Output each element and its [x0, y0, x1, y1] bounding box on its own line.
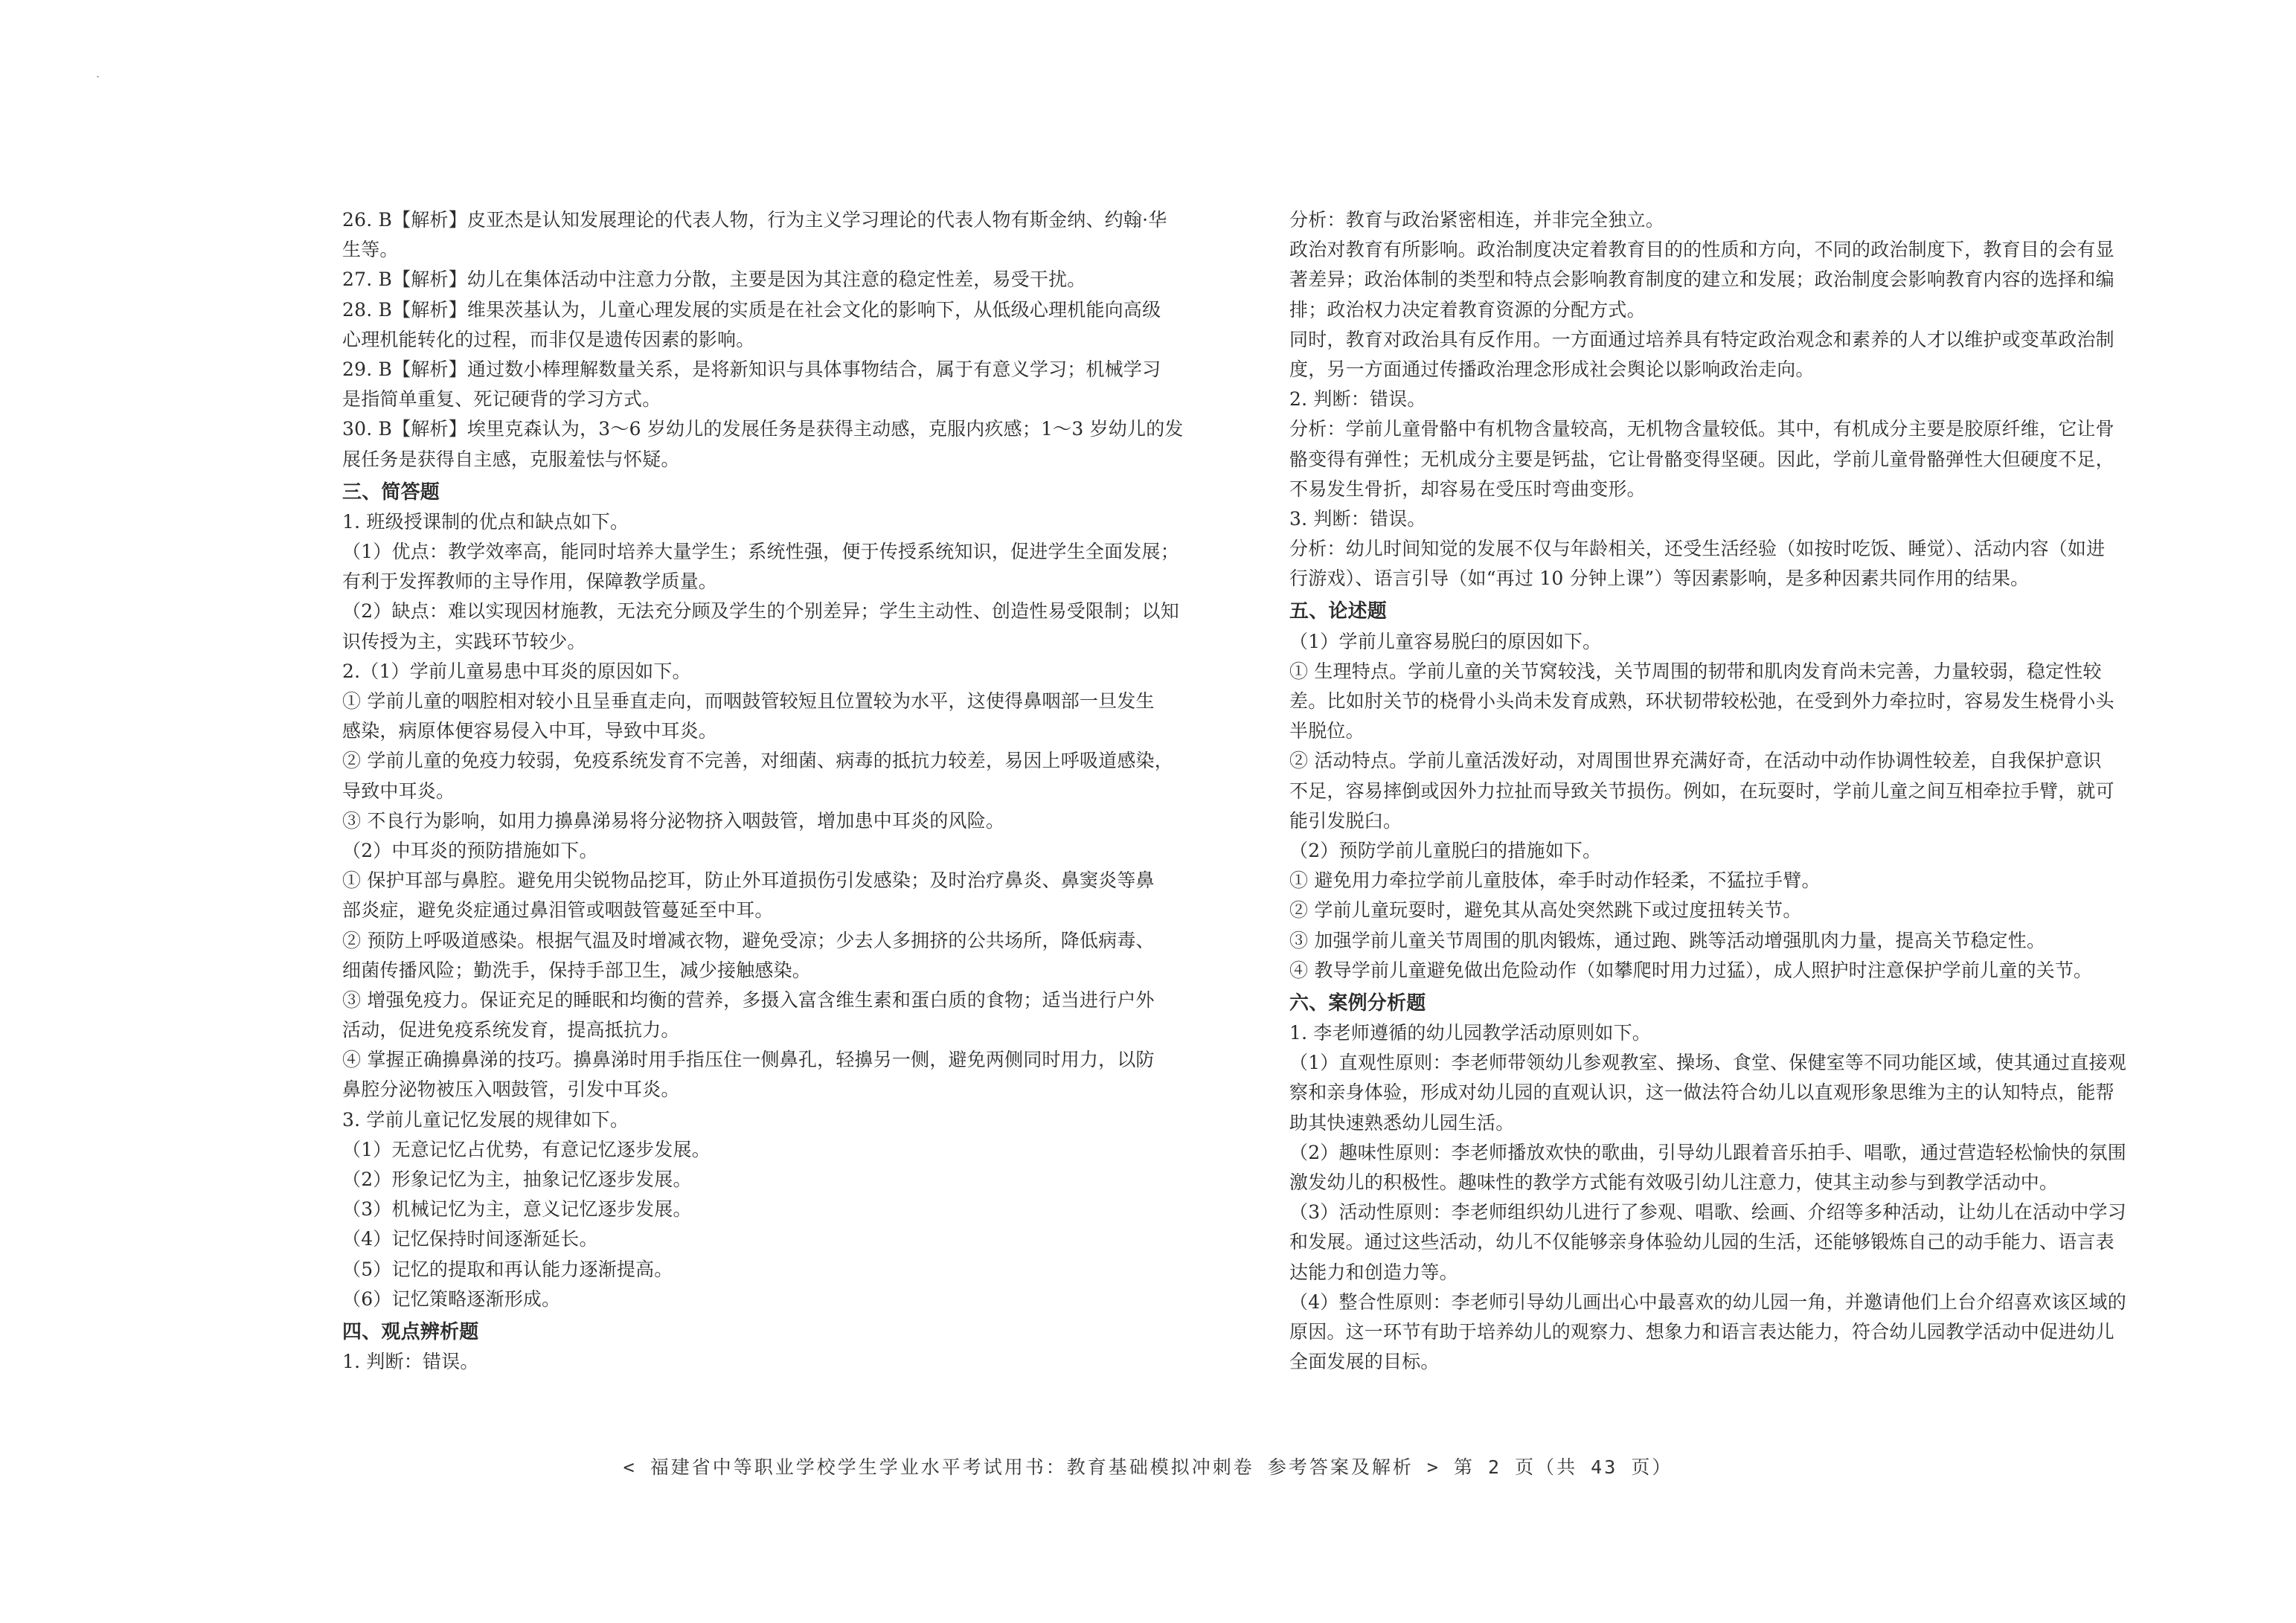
- text-line: （4）记忆保持时间逐渐延长。: [342, 1228, 598, 1250]
- text-line: （3）活动性原则：李老师组织幼儿进行了参观、唱歌、绘画、介绍等多种活动，让幼儿在活动中学习: [1289, 1201, 2126, 1224]
- text-line: ② 活动特点。学前儿童活泼好动，对周围世界充满好奇，在活动中动作协调性较差，自我保护意识: [1289, 750, 2102, 772]
- text-line: 是指简单重复、死记硬背的学习方式。: [342, 388, 661, 411]
- text-line: （2）缺点：难以实现因材施教，无法充分顾及学生的个别差异；学生主动性、创造性易受限制；以知: [342, 600, 1179, 623]
- text-line: ① 避免用力牵拉学前儿童肢体，牵手时动作轻柔，不猛拉手臂。: [1289, 870, 1821, 892]
- section-heading: 五、论述题: [1289, 600, 1388, 623]
- text-line: ① 保护耳部与鼻腔。避免用尖锐物品挖耳，防止外耳道损伤引发感染；及时治疗鼻炎、鼻窦炎等鼻: [342, 870, 1155, 892]
- text-line: （2）趣味性原则：李老师播放欢快的歌曲，引导幼儿跟着音乐拍手、唱歌，通过营造轻松愉快的氛围: [1289, 1141, 2126, 1163]
- right-column: [1289, 205, 2194, 1377]
- text-line: ③ 增强免疫力。保证充足的睡眠和均衡的营养，多摄入富含维生素和蛋白质的食物；适当进行户外: [342, 989, 1155, 1011]
- text-line: （2）中耳炎的预防措施如下。: [342, 839, 598, 861]
- text-line: 1. 李老师遵循的幼儿园教学活动原则如下。: [1289, 1022, 1652, 1044]
- text-line: 达能力和创造力等。: [1289, 1261, 1458, 1283]
- text-line: 心理机能转化的过程，而非仅是遗传因素的影响。: [342, 328, 755, 350]
- text-line: 活动，促进免疫系统发育，提高抵抗力。: [342, 1019, 680, 1041]
- text-line: 1. 判断：错误。: [342, 1351, 479, 1373]
- text-line: 骼变得有弹性；无机成分主要是钙盐，它让骨骼变得坚硬。因此，学前儿童骨骼弹性大但硬度不足，: [1289, 448, 2114, 470]
- text-line: （4）整合性原则：李老师引导幼儿画出心中最喜欢的幼儿园一角，并邀请他们上台介绍喜欢该区域的: [1289, 1291, 2126, 1313]
- section-heading: 六、案例分析题: [1289, 992, 1426, 1015]
- text-line: （1）优点：教学效率高，能同时培养大量学生；系统性强，便于传授系统知识，促进学生全面发展；: [342, 541, 1179, 563]
- text-line: 导致中耳炎。: [342, 780, 455, 802]
- text-line: 不足，容易摔倒或因外力拉扯而导致关节损伤。例如，在玩耍时，学前儿童之间互相牵拉手臂，就可: [1289, 780, 2114, 802]
- text-line: （6）记忆策略逐渐形成。: [342, 1288, 561, 1310]
- text-line: 展任务是获得自主感，克服羞怯与怀疑。: [342, 448, 680, 470]
- text-line: 同时，教育对政治具有反作用。一方面通过培养具有特定政治观念和素养的人才以维护或变革政治制: [1289, 328, 2114, 350]
- text-line: （3）机械记忆为主，意义记忆逐步发展。: [342, 1198, 692, 1221]
- text-line: 著差异；政治体制的类型和特点会影响教育制度的建立和发展；政治制度会影响教育内容的选择和编: [1289, 269, 2114, 291]
- section-heading: 三、简答题: [342, 481, 440, 504]
- text-line: ③ 不良行为影响，如用力擤鼻涕易将分泌物挤入咽鼓管，增加患中耳炎的风险。: [342, 809, 1005, 832]
- text-line: 30. B【解析】埃里克森认为，3～6 岁幼儿的发展任务是获得主动感，克服内疚感；1～3 岁幼儿的发: [342, 418, 1184, 440]
- text-line: ② 学前儿童玩耍时，避免其从高处突然跳下或过度扭转关节。: [1289, 899, 1802, 922]
- text-line: （5）记忆的提取和再认能力逐渐提高。: [342, 1258, 673, 1280]
- left-column: [342, 205, 1247, 1377]
- text-line: 行游戏）、语言引导（如“再过 10 分钟上课”）等因素影响，是多种因素共同作用的结果。: [1289, 568, 2030, 590]
- text-line: ② 学前儿童的免疫力较弱，免疫系统发育不完善，对细菌、病毒的抵抗力较差，易因上呼吸道感染，: [342, 750, 1173, 772]
- text-line: 分析：幼儿时间知觉的发展不仅与年龄相关，还受生活经验（如按时吃饭、睡觉）、活动内容（如进: [1289, 538, 2106, 560]
- text-line: 2.（1）学前儿童易患中耳炎的原因如下。: [342, 660, 691, 682]
- text-line: （2）预防学前儿童脱臼的措施如下。: [1289, 839, 1602, 861]
- text-line: 3. 判断：错误。: [1289, 507, 1426, 530]
- text-line: 分析：学前儿童骨骼中有机物含量较高，无机物含量较低。其中，有机成分主要是胶原纤维，它让骨: [1289, 418, 2114, 440]
- text-line: （1）无意记忆占优势，有意记忆逐步发展。: [342, 1138, 711, 1160]
- text-line: 察和亲身体验，形成对幼儿园的直观认识，这一做法符合幼儿以直观形象思维为主的认知特点，能帮: [1289, 1082, 2114, 1104]
- text-line: 1. 班级授课制的优点和缺点如下。: [342, 510, 629, 533]
- scan-speck: [97, 76, 99, 77]
- text-line: 差。比如肘关节的桡骨小头尚未发育成熟，环状韧带较松弛，在受到外力牵拉时，容易发生桡骨小头: [1289, 690, 2114, 712]
- text-line: 分析：教育与政治紧密相连，并非完全独立。: [1289, 209, 1665, 231]
- text-line: ① 学前儿童的咽腔相对较小且呈垂直走向，而咽鼓管较短且位置较为水平，这使得鼻咽部一旦发生: [342, 690, 1155, 712]
- text-line: 度，另一方面通过传播政治理念形成社会舆论以影响政治走向。: [1289, 358, 1815, 380]
- text-line: 有利于发挥教师的主导作用，保障教学质量。: [342, 571, 718, 593]
- text-line: 全面发展的目标。: [1289, 1351, 1440, 1373]
- text-line: 半脱位。: [1289, 720, 1365, 742]
- text-line: 不易发生骨折，却容易在受压时弯曲变形。: [1289, 478, 1646, 500]
- text-line: 28. B【解析】维果茨基认为，儿童心理发展的实质是在社会文化的影响下，从低级心理机能向高级: [342, 298, 1161, 321]
- text-line: 26. B【解析】皮亚杰是认知发展理论的代表人物，行为主义学习理论的代表人物有斯金纳、约翰·华: [342, 209, 1167, 231]
- text-line: （1）直观性原则：李老师带领幼儿参观教室、操场、食堂、保健室等不同功能区域，使其通过直接观: [1289, 1052, 2126, 1074]
- section-heading: 四、观点辨析题: [342, 1320, 479, 1343]
- text-line: ④ 教导学前儿童避免做出危险动作（如攀爬时用力过猛），成人照护时注意保护学前儿童的关节。: [1289, 959, 2093, 981]
- text-line: 能引发脱臼。: [1289, 809, 1402, 832]
- text-line: 细菌传播风险；勤洗手，保持手部卫生，减少接触感染。: [342, 959, 812, 981]
- text-line: 2. 判断：错误。: [1289, 388, 1426, 411]
- text-line: 29. B【解析】通过数小棒理解数量关系，是将新知识与具体事物结合，属于有意义学习；机械学习: [342, 358, 1161, 380]
- text-line: （1）学前儿童容易脱臼的原因如下。: [1289, 630, 1602, 652]
- text-line: 和发展。通过这些活动，幼儿不仅能够亲身体验幼儿园的生活，还能够锻炼自己的动手能力、语言表: [1289, 1231, 2114, 1253]
- text-line: 感染，病原体便容易侵入中耳，导致中耳炎。: [342, 720, 718, 742]
- text-line: 政治对教育有所影响。政治制度决定着教育目的的性质和方向，不同的政治制度下，教育目的会有显: [1289, 239, 2114, 261]
- page-footer: < 福建省中等职业学校学生学业水平考试用书：教育基础模拟冲刺卷 参考答案及解析 > 第 2 页（共 43 页）: [623, 1456, 1673, 1478]
- text-line: 鼻腔分泌物被压入咽鼓管，引发中耳炎。: [342, 1079, 680, 1101]
- text-line: 原因。这一环节有助于培养幼儿的观察力、想象力和语言表达能力，符合幼儿园教学活动中促进幼儿: [1289, 1320, 2114, 1343]
- text-line: 助其快速熟悉幼儿园生活。: [1289, 1111, 1515, 1134]
- text-line: 生等。: [342, 239, 399, 261]
- text-line: ③ 加强学前儿童关节周围的肌肉锻炼，通过跑、跳等活动增强肌肉力量，提高关节稳定性。: [1289, 929, 2046, 951]
- text-line: 排；政治权力决定着教育资源的分配方式。: [1289, 298, 1646, 321]
- text-line: 激发幼儿的积极性。趣味性的教学方式能有效吸引幼儿注意力，使其主动参与到教学活动中。: [1289, 1172, 2059, 1193]
- text-line: 识传授为主，实践环节较少。: [342, 630, 586, 652]
- text-line: 部炎症，避免炎症通过鼻泪管或咽鼓管蔓延至中耳。: [342, 899, 774, 922]
- text-line: 27. B【解析】幼儿在集体活动中注意力分散，主要是因为其注意的稳定性差，易受干扰。: [342, 269, 1086, 291]
- text-line: ④ 掌握正确擤鼻涕的技巧。擤鼻涕时用手指压住一侧鼻孔，轻擤另一侧，避免两侧同时用力，以防: [342, 1049, 1155, 1071]
- text-line: ② 预防上呼吸道感染。根据气温及时增减衣物，避免受凉；少去人多拥挤的公共场所，降低病毒、: [342, 929, 1155, 951]
- text-line: （2）形象记忆为主，抽象记忆逐步发展。: [342, 1169, 692, 1190]
- text-line: ① 生理特点。学前儿童的关节窝较浅，关节周围的韧带和肌肉发育尚未完善，力量较弱，稳定性较: [1289, 660, 2102, 682]
- text-line: 3. 学前儿童记忆发展的规律如下。: [342, 1108, 629, 1131]
